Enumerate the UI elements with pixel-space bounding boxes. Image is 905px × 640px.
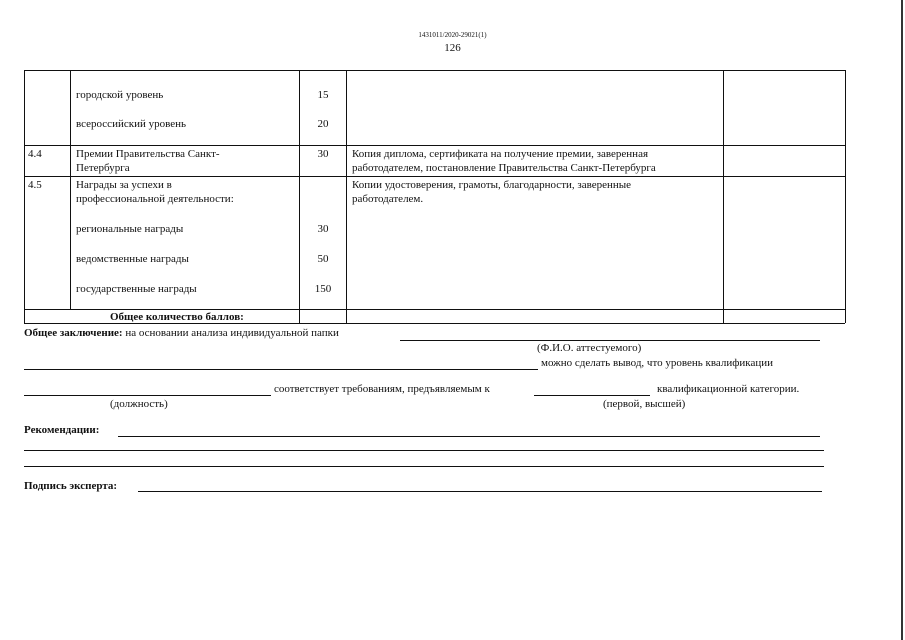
table-col-border [346, 70, 347, 323]
criterion-text: ведомственные награды [76, 253, 189, 265]
total-score-label: Общее количество баллов: [110, 311, 244, 323]
table-top-border [24, 70, 845, 71]
criterion-text: всероссийский уровень [76, 118, 187, 130]
conclusion-line-1 [24, 326, 339, 340]
criterion-score: 15 [317, 89, 329, 101]
position-caption: (должность) [110, 398, 168, 410]
criterion-score: 30 [317, 148, 329, 160]
fio-caption: (Ф.И.О. аттестуемого) [537, 342, 642, 354]
criterion-score: 20 [317, 118, 329, 130]
criterion-number: 4.4 [28, 148, 42, 160]
criterion-text: Награды за успехи в [76, 179, 172, 191]
criterion-score: 150 [314, 283, 332, 295]
criterion-score: 50 [317, 253, 329, 265]
conclusion-label: Общее заключение: [24, 327, 123, 339]
table-col-border [723, 70, 724, 323]
criterion-text: Премии Правительства Санкт- [76, 148, 220, 160]
signature-label: Подпись эксперта: [24, 480, 118, 492]
table-row-divider [24, 176, 845, 177]
criterion-text: профессиональной деятельности: [76, 193, 234, 205]
table-col-border [24, 70, 25, 323]
signature-blank-line[interactable] [138, 491, 822, 492]
conclusion-text-3: соответствует требованиям, предъявляемым к [274, 383, 490, 395]
criterion-text: городской уровень [76, 89, 164, 101]
position-blank-line[interactable] [24, 395, 271, 396]
criterion-number: 4.5 [28, 179, 42, 191]
recommendations-blank-line[interactable] [118, 436, 820, 437]
conclusion-text-2: можно сделать вывод, что уровень квалификации [541, 357, 774, 369]
criterion-text: государственные награды [76, 283, 197, 295]
conclusion-text: на основании анализа индивидуальной папки [125, 327, 339, 339]
criterion-text: Петербурга [76, 162, 130, 174]
criterion-documents: работодателем. [352, 193, 424, 205]
recommendations-blank-line[interactable] [24, 466, 824, 467]
criterion-documents: работодателем, постановление Правительства Санкт-Петербурга [352, 162, 656, 174]
criterion-documents: Копия диплома, сертификата на получение премии, заверенная [352, 148, 649, 160]
criterion-text: региональные награды [76, 223, 184, 235]
criterion-score: 30 [317, 223, 329, 235]
criterion-documents: Копии удостоверения, грамоты, благодарности, заверенные [352, 179, 632, 191]
scan-edge-border [901, 0, 903, 640]
recommendations-blank-line[interactable] [24, 450, 824, 451]
category-caption: (первой, высшей) [603, 398, 686, 410]
document-code: 1431011/2020-29021(1) [418, 31, 487, 39]
table-col-border [70, 70, 71, 309]
conclusion-text-4: квалификационной категории. [657, 383, 800, 395]
table-row-divider [24, 145, 845, 146]
fio-continuation-blank-line[interactable] [24, 369, 538, 370]
page-number: 126 [444, 42, 461, 54]
category-blank-line[interactable] [534, 395, 650, 396]
recommendations-label: Рекомендации: [24, 424, 100, 436]
table-col-border [845, 70, 846, 323]
